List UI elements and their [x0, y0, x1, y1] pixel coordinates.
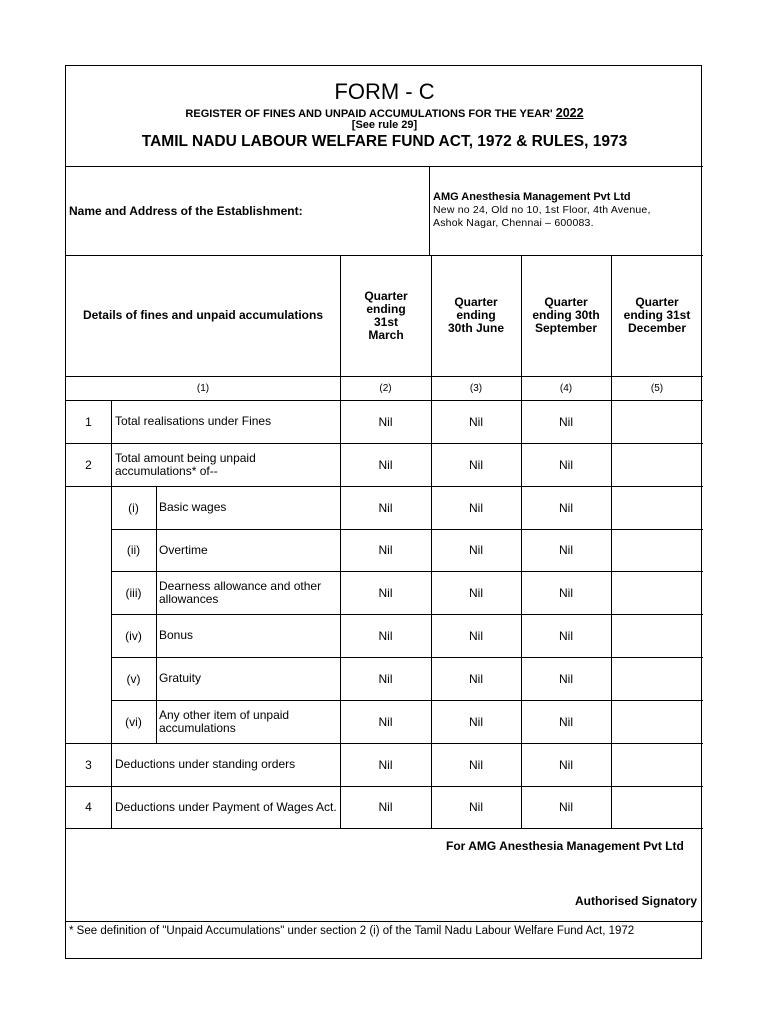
row-value: Nil — [469, 585, 483, 600]
quarter-header-3: Quarter ending 30th September — [532, 295, 600, 335]
row-value: Nil — [559, 500, 573, 515]
row-value — [611, 400, 703, 443]
row-value: Nil — [378, 628, 393, 643]
row-value — [611, 443, 703, 486]
row-sub-number: (v) — [126, 671, 141, 686]
row-value: Nil — [378, 457, 393, 472]
row-value: Nil — [378, 585, 393, 600]
register-prefix: REGISTER OF FINES AND UNPAID ACCUMULATIONS FOR THE YEAR' — [185, 108, 553, 120]
row-number: 2 — [85, 457, 92, 472]
row-value: Nil — [378, 757, 393, 772]
row-value: Nil — [559, 628, 573, 643]
row-value — [611, 700, 703, 743]
row-value: Nil — [378, 800, 393, 814]
col-number-4: (4) — [559, 382, 573, 394]
row-label: Overtime — [159, 542, 208, 557]
row-label: Basic wages — [159, 500, 227, 514]
rule-reference: [See rule 29] — [351, 119, 418, 131]
row-value: Nil — [378, 714, 393, 729]
row-value: Nil — [559, 414, 573, 429]
row-value: Nil — [378, 414, 393, 429]
col-number-5: (5) — [650, 382, 664, 394]
register-line — [66, 106, 703, 120]
col-number-2: (2) — [379, 382, 392, 394]
row-value: Nil — [469, 714, 483, 729]
row-value — [611, 571, 703, 614]
row-sub-number: (iii) — [125, 585, 142, 600]
quarter-header-2: Quarter ending 30th June — [447, 295, 504, 335]
act-title: TAMIL NADU LABOUR WELFARE FUND ACT, 1972 & RULES, 1973 — [141, 133, 628, 150]
row-label: Dearness allowance and other allowances — [159, 578, 322, 606]
row-value: Nil — [378, 500, 393, 515]
row-number: 3 — [85, 757, 92, 772]
row-value: Nil — [559, 585, 573, 600]
row-sub-number: (iv) — [125, 628, 142, 643]
row-value — [611, 529, 703, 571]
row-value: Nil — [559, 671, 573, 686]
row-label: Deductions under standing orders — [115, 757, 296, 771]
signature-label: Authorised Signatory — [575, 894, 698, 908]
row-label: Total amount being unpaid accumulations* of-- — [115, 450, 256, 478]
row-number: 4 — [85, 800, 92, 814]
row-value: Nil — [559, 457, 573, 472]
form-frame — [65, 65, 702, 959]
row-value: Nil — [469, 500, 483, 515]
row-sub-number: (vi) — [125, 714, 142, 729]
establishment-details — [433, 190, 701, 230]
row-value: Nil — [378, 543, 393, 557]
row-value: Nil — [378, 671, 393, 686]
row-value: Nil — [469, 757, 483, 772]
row-value — [611, 657, 703, 700]
row-value: Nil — [469, 414, 483, 429]
col-number-1: (1) — [196, 382, 210, 394]
form-title: FORM - C — [334, 79, 435, 104]
row-sub-number: (i) — [128, 500, 139, 515]
row-value: Nil — [469, 457, 483, 472]
row-sub-number: (ii) — [126, 543, 141, 557]
row-value — [611, 743, 703, 786]
row-label: Any other item of unpaid accumulations — [159, 707, 290, 735]
row-value: Nil — [469, 671, 483, 686]
row-value: Nil — [559, 757, 573, 772]
row-value: Nil — [559, 800, 573, 814]
row-value: Nil — [469, 543, 483, 557]
row-value — [611, 786, 703, 828]
row-label: Deductions under Payment of Wages Act. — [115, 799, 337, 814]
row-value: Nil — [559, 714, 573, 729]
row-value: Nil — [469, 628, 483, 643]
establishment-name: AMG Anesthesia Management Pvt Ltd — [433, 191, 631, 203]
details-header: Details of fines and unpaid accumulations — [82, 308, 324, 322]
register-year: 2022 — [555, 106, 584, 120]
row-value: Nil — [559, 543, 573, 557]
row-label: Gratuity — [159, 671, 202, 685]
establishment-label: Name and Address of the Establishment: — [69, 203, 303, 218]
row-label: Total realisations under Fines — [115, 414, 272, 428]
row-value: Nil — [469, 800, 483, 814]
row-value — [611, 614, 703, 657]
footnote: * See definition of "Unpaid Accumulations" under section 2 (i) of the Tamil Nadu Labour Welfare Fund Act, 1972 — [69, 925, 635, 937]
establishment-address-line2: Ashok Nagar, Chennai – 600083. — [433, 217, 594, 229]
establishment-address-line1: New no 24, Old no 10, 1st Floor, 4th Avenue, — [433, 204, 651, 216]
quarter-header-4: Quarter ending 31st December — [623, 295, 691, 335]
row-number: 1 — [85, 414, 92, 429]
quarter-header-1: Quarter ending 31st March — [364, 288, 408, 342]
row-label: Bonus — [159, 628, 194, 642]
row-value — [611, 486, 703, 529]
signature-company: For AMG Anesthesia Management Pvt Ltd — [446, 839, 684, 853]
col-number-3: (3) — [469, 382, 483, 394]
